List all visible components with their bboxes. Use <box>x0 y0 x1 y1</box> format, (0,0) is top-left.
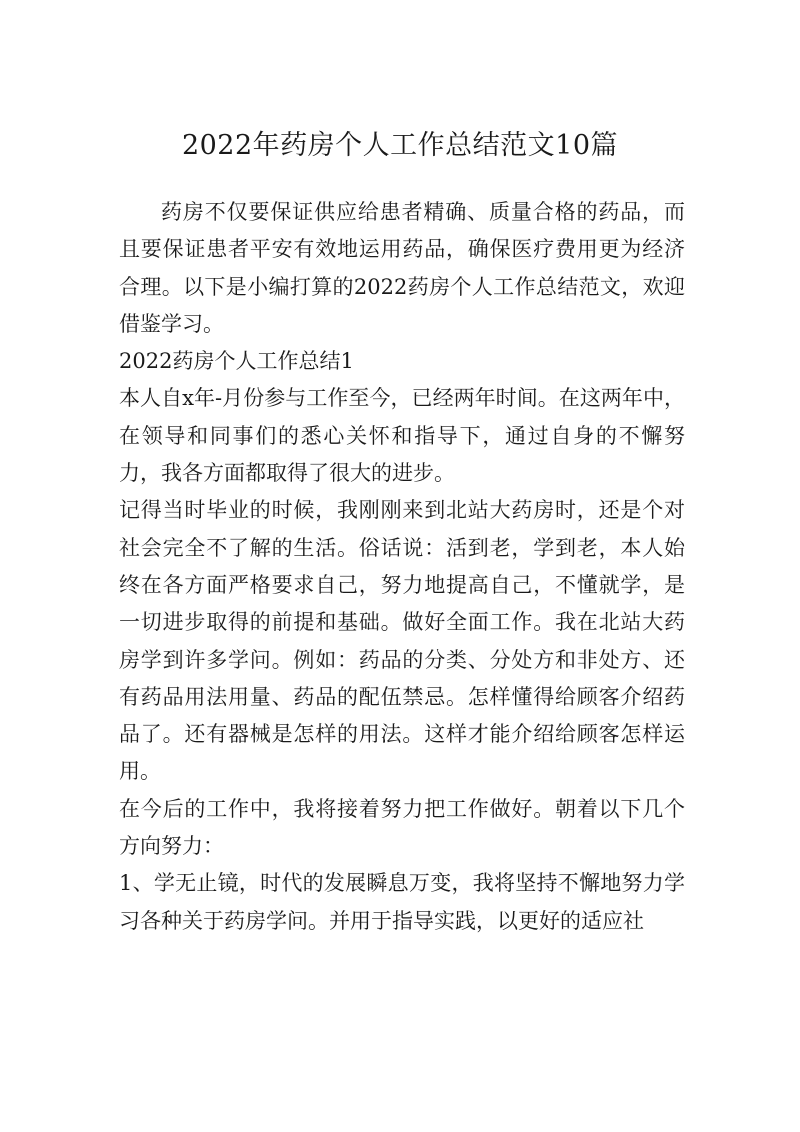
body-paragraph: 在今后的工作中，我将接着努力把工作做好。朝着以下几个方向努力： <box>119 796 685 859</box>
section-heading: 2022药房个人工作总结1 <box>119 349 354 374</box>
body-paragraph: 本人自x年-月份参与工作至今，已经两年时间。在这两年中，在领导和同事们的悉心关怀和指导下，通过自身的不懈努力，我各方面都取得了很大的进步。 <box>119 386 685 486</box>
document-title: 2022年药房个人工作总结范文10篇 <box>181 130 619 161</box>
intro-paragraph: 药房不仅要保证供应给患者精确、质量合格的药品，而且要保证患者平安有效地运用药品，确保医疗费用更为经济合理。以下是小编打算的2022药房个人工作总结范文，欢迎借鉴学习。 <box>119 200 685 336</box>
list-item: 1、学无止镜，时代的发展瞬息万变，我将坚持不懈地努力学习各种关于药房学问。并用于指导实践，以更好的适应社 <box>119 871 685 933</box>
document-body <box>119 194 685 940</box>
body-paragraph: 记得当时毕业的时候，我刚刚来到北站大药房时，还是个对社会完全不了解的生活。俗话说：活到老，学到老，本人始终在各方面严格要求自己，努力地提高自己，不懂就学，是一切进步取得的前提和基础。做好全面工作。我在北站大药房学到许多学问。例如：药品的分类、分处方和非处方、还有药品用法用量、药品的配伍禁忌。怎样懂得给顾客介绍药品了。还有器械是怎样的用法。这样才能介绍给顾客怎样运用。 <box>119 498 685 784</box>
